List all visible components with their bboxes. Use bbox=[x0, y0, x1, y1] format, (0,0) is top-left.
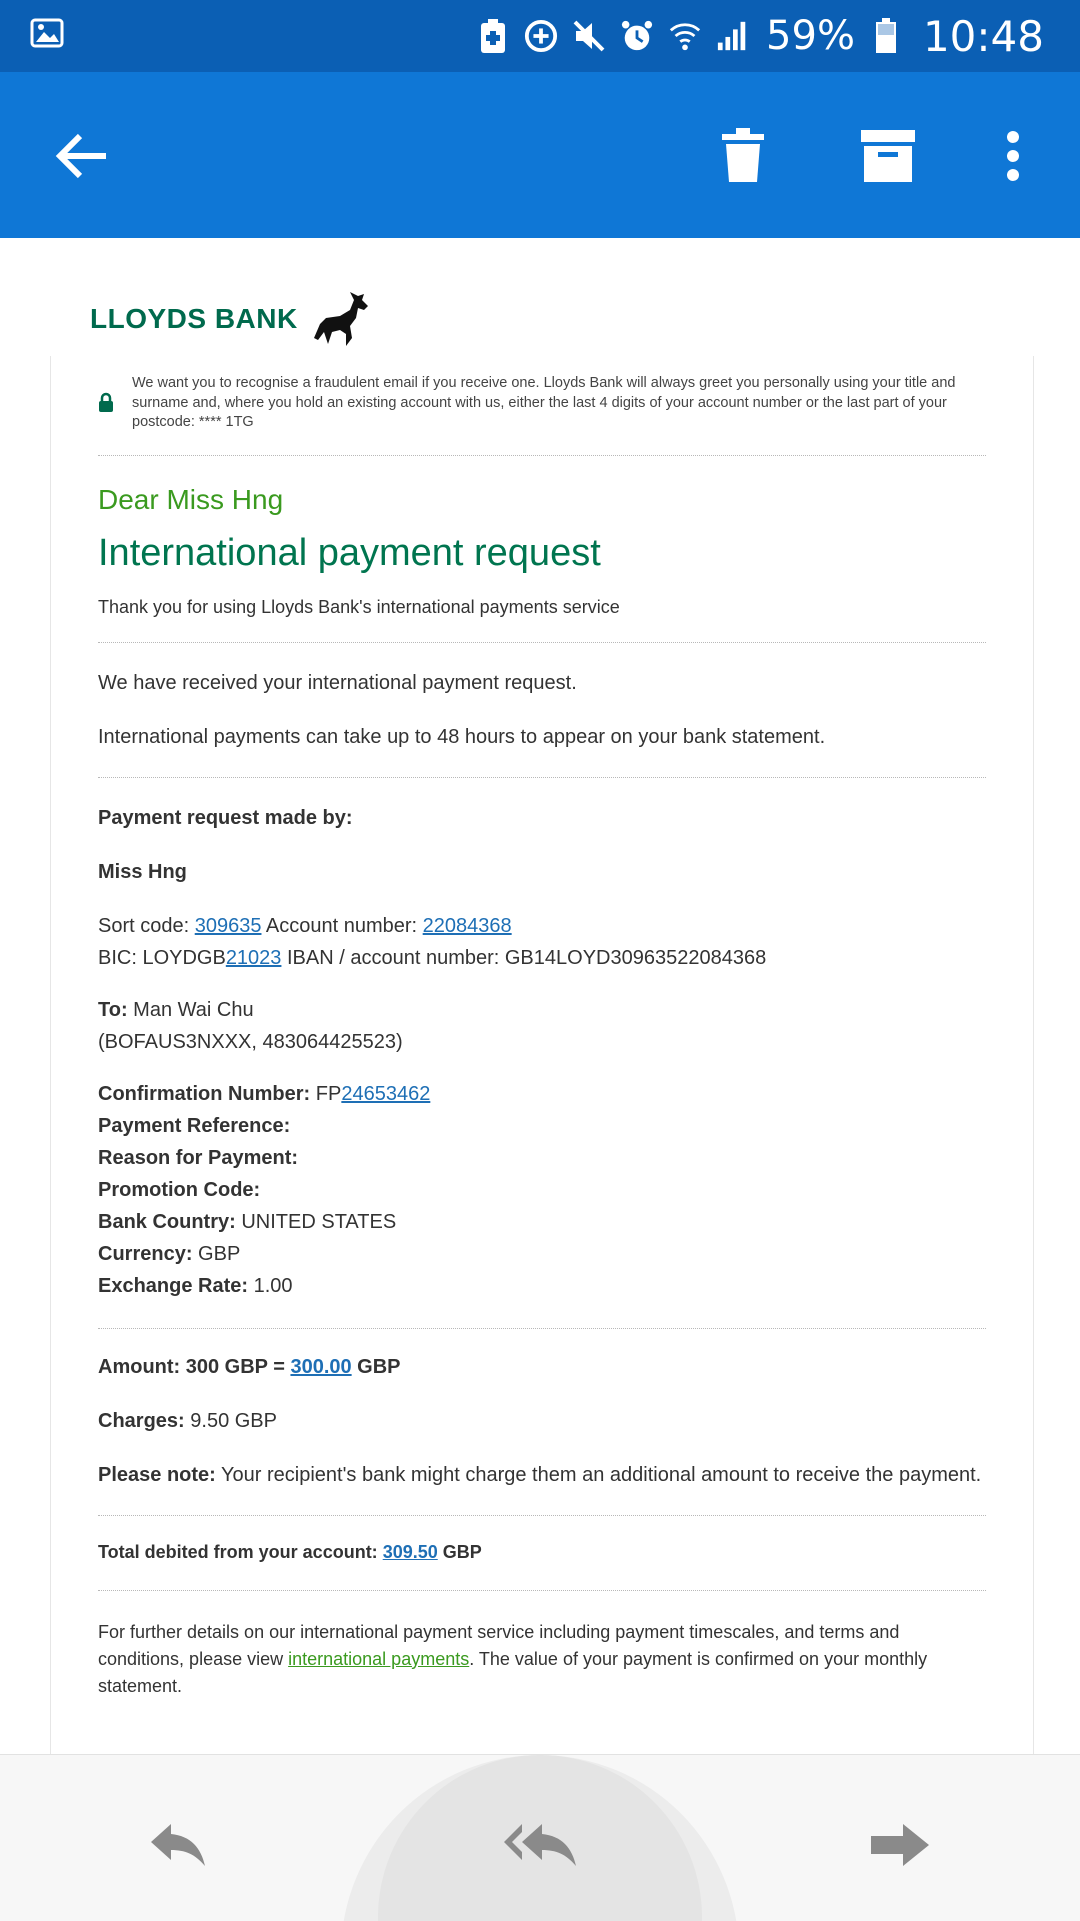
forward-icon bbox=[869, 1822, 931, 1868]
promotion-label: Promotion Code: bbox=[98, 1178, 261, 1201]
app-bar bbox=[0, 72, 1080, 238]
confirmation-number-link[interactable]: 24653462 bbox=[341, 1082, 431, 1105]
total-value-link[interactable]: 309.50 bbox=[382, 1541, 438, 1562]
currency-label: Currency: bbox=[98, 1242, 193, 1265]
bottom-action-bar bbox=[0, 1754, 1080, 1921]
divider bbox=[98, 1515, 986, 1516]
reply-all-button[interactable] bbox=[480, 1795, 600, 1895]
footer-text-before: For further details on our international payment service including payment timescales, and terms and conditions, please view bbox=[98, 1621, 900, 1669]
to-label: To: bbox=[98, 998, 128, 1021]
international-payments-link[interactable]: international payments bbox=[288, 1648, 470, 1669]
total-label: Total debited from your account: bbox=[98, 1541, 383, 1562]
bic-label: BIC: LOYDGB bbox=[98, 946, 226, 969]
email-title: International payment request bbox=[98, 531, 601, 574]
brand-name: LLOYDS BANK bbox=[90, 303, 298, 334]
confirmation-line bbox=[98, 1078, 986, 1110]
clock: 10:48 bbox=[922, 11, 1044, 61]
charges-label: Charges: bbox=[98, 1409, 185, 1432]
footer-text-after: . The value of your payment is confirmed on your monthly statement. bbox=[98, 1648, 928, 1696]
country-label: Bank Country: bbox=[98, 1210, 236, 1233]
details-section bbox=[98, 1078, 986, 1302]
requester-heading: Payment request made by: bbox=[98, 806, 353, 829]
charges-line bbox=[98, 1405, 986, 1437]
alarm-icon bbox=[620, 19, 654, 53]
battery-icon bbox=[869, 19, 903, 53]
footer-text bbox=[98, 1619, 986, 1700]
thanks-text: Thank you for using Lloyds Bank's international payments service bbox=[98, 596, 620, 617]
amount-label: Amount: 300 GBP = bbox=[98, 1355, 291, 1378]
divider bbox=[98, 1590, 986, 1591]
delete-button[interactable] bbox=[695, 108, 791, 204]
requester-name: Miss Hng bbox=[98, 860, 187, 883]
data-saver-icon bbox=[524, 19, 558, 53]
security-notice-text: We want you to recognise a fraudulent email if you receive one. Lloyds Bank will always greet you personally using your title and surname and, where you hold an existing account with us, either the last 4 digits of your account number or the last part of your postcode: **** 1TG bbox=[132, 375, 956, 430]
confirmation-label: Confirmation Number: bbox=[98, 1082, 311, 1105]
charges-value: 9.50 GBP bbox=[184, 1409, 277, 1432]
reply-all-icon bbox=[502, 1822, 578, 1868]
note-label: Please note: bbox=[98, 1463, 216, 1486]
sort-code-label: Sort code: bbox=[98, 914, 195, 937]
sort-code-link[interactable]: 309635 bbox=[194, 914, 262, 937]
email-card bbox=[50, 356, 1034, 1754]
rate-label: Exchange Rate: bbox=[98, 1274, 249, 1297]
rate-value: 1.00 bbox=[248, 1274, 293, 1297]
greeting: Dear Miss Hng bbox=[98, 483, 284, 515]
sort-code-line bbox=[98, 910, 986, 942]
arrow-back-icon bbox=[54, 132, 110, 180]
more-vert-icon bbox=[1005, 130, 1021, 182]
bic-line bbox=[98, 942, 986, 974]
requester-section bbox=[98, 802, 986, 974]
reference-label: Payment Reference: bbox=[98, 1114, 291, 1137]
to-line bbox=[98, 994, 986, 1026]
battery-percent: 59% bbox=[766, 13, 855, 59]
total-unit: GBP bbox=[437, 1541, 482, 1562]
mute-icon bbox=[572, 19, 606, 53]
back-button[interactable] bbox=[34, 108, 130, 204]
trash-icon bbox=[722, 128, 764, 184]
reply-icon bbox=[149, 1822, 207, 1868]
divider bbox=[98, 642, 986, 643]
gallery-notification-icon bbox=[30, 18, 64, 48]
wifi-icon bbox=[668, 19, 702, 53]
note-text: Your recipient's bank might charge them an additional amount to receive the payment. bbox=[215, 1463, 982, 1486]
lloyds-logo bbox=[90, 288, 372, 350]
divider bbox=[98, 455, 986, 456]
to-details: (BOFAUS3NXXX, 483064425523) bbox=[98, 1030, 403, 1053]
lock-icon bbox=[98, 392, 114, 412]
currency-value: GBP bbox=[192, 1242, 241, 1265]
black-horse-icon bbox=[306, 288, 372, 350]
currency-line bbox=[98, 1238, 986, 1270]
amount-section bbox=[98, 1351, 986, 1491]
account-number-link[interactable]: 22084368 bbox=[422, 914, 512, 937]
status-bar bbox=[0, 0, 1080, 72]
timing-text: International payments can take up to 48 hours to appear on your bank statement. bbox=[98, 725, 826, 748]
account-label: Account number: bbox=[261, 914, 423, 937]
divider bbox=[98, 777, 986, 778]
amount-unit: GBP bbox=[351, 1355, 401, 1378]
amount-value-link[interactable]: 300.00 bbox=[290, 1355, 352, 1378]
signal-icon bbox=[716, 19, 750, 53]
note-line bbox=[98, 1459, 986, 1491]
country-value: UNITED STATES bbox=[235, 1210, 397, 1233]
reply-button[interactable] bbox=[118, 1795, 238, 1895]
received-text: We have received your international payment request. bbox=[98, 671, 577, 694]
country-line bbox=[98, 1206, 986, 1238]
battery-saver-icon bbox=[476, 19, 510, 53]
email-body bbox=[0, 238, 1080, 1754]
divider bbox=[98, 1328, 986, 1329]
archive-button[interactable] bbox=[840, 108, 936, 204]
total-line bbox=[98, 1540, 986, 1564]
forward-button[interactable] bbox=[840, 1795, 960, 1895]
amount-line bbox=[98, 1351, 986, 1383]
bic-suffix-link[interactable]: 21023 bbox=[225, 946, 282, 969]
to-name: Man Wai Chu bbox=[127, 998, 254, 1021]
recipient-section bbox=[98, 994, 986, 1058]
confirmation-prefix: FP bbox=[310, 1082, 342, 1105]
archive-icon bbox=[861, 128, 915, 184]
iban-label: IBAN / account number: GB14LOYD30963522084368 bbox=[281, 946, 767, 969]
reason-label: Reason for Payment: bbox=[98, 1146, 299, 1169]
more-options-button[interactable] bbox=[965, 108, 1061, 204]
security-notice bbox=[98, 356, 986, 455]
rate-line bbox=[98, 1270, 986, 1302]
